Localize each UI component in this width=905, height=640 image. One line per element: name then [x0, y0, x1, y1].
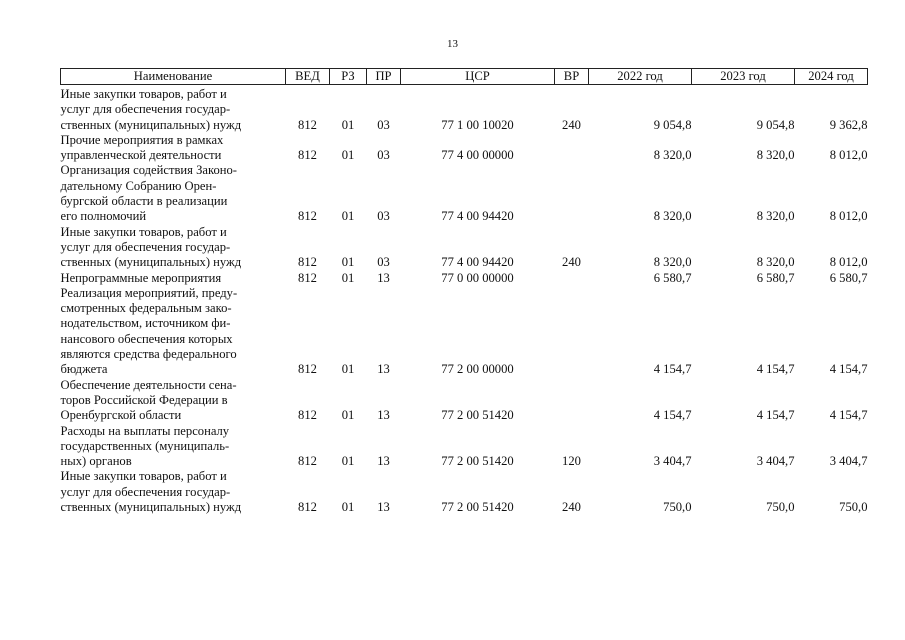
row-name — [61, 469, 286, 515]
rz-cell: 01 — [341, 454, 355, 469]
amount-2024-cell: 750,0 — [839, 500, 868, 515]
rz-cell: 01 — [341, 255, 355, 270]
column-header-rz: РЗ — [330, 69, 367, 85]
rz-cell: 01 — [341, 362, 355, 377]
amount-2024-cell: 8 012,0 — [829, 148, 868, 163]
row-name-line: являются средства федерального — [60, 347, 237, 362]
csr-cell: 77 4 00 94420 — [441, 255, 514, 270]
vr-cell: 240 — [562, 500, 581, 515]
rz-cell: 01 — [341, 408, 355, 423]
ved-cell: 812 — [298, 209, 317, 224]
row-name-line: управленческой деятельности — [60, 148, 222, 163]
row-name-line: нансового обеспечения которых — [60, 331, 233, 346]
row-name-line: услуг для обеспечения государ- — [60, 239, 231, 254]
table-row — [61, 424, 868, 470]
row-name-line: Организация содействия Законо- — [60, 163, 237, 178]
table-row — [61, 271, 868, 286]
table-row — [61, 225, 868, 271]
row-name-line: Расходы на выплаты персоналу — [60, 423, 230, 438]
page-number: 13 — [447, 38, 458, 50]
amount-2022-cell: 3 404,7 — [653, 454, 692, 469]
ved-cell: 812 — [298, 270, 317, 285]
vr-cell — [555, 133, 589, 164]
row-name — [61, 271, 286, 286]
row-name-line: Иные закупки товаров, работ и — [60, 469, 227, 484]
row-name-line: смотренных федеральным зако- — [60, 301, 232, 316]
row-name — [61, 286, 286, 378]
row-name-line: ственных (муниципальных) нужд — [60, 117, 242, 132]
row-name-line: бургской области в реализации — [60, 194, 228, 209]
csr-cell: 77 2 00 51420 — [441, 500, 514, 515]
pr-cell: 13 — [377, 270, 390, 285]
vr-cell — [555, 286, 589, 378]
rz-cell: 01 — [341, 500, 355, 515]
column-header-ved: ВЕД — [286, 69, 330, 85]
amount-2022-cell: 8 320,0 — [653, 209, 692, 224]
amount-2024-cell: 3 404,7 — [829, 454, 868, 469]
amount-2023-cell: 3 404,7 — [756, 454, 795, 469]
column-header-vr: ВР — [555, 69, 589, 85]
row-name-line: услуг для обеспечения государ- — [60, 484, 231, 499]
row-name-line: ственных (муниципальных) нужд — [60, 255, 242, 270]
row-name-line: Непрограммные мероприятия — [60, 270, 222, 285]
csr-cell: 77 1 00 10020 — [441, 117, 514, 132]
row-name-line: ственных (муниципальных) нужд — [60, 500, 242, 515]
rz-cell: 01 — [341, 209, 355, 224]
row-name — [61, 424, 286, 470]
amount-2022-cell: 750,0 — [663, 500, 692, 515]
vr-cell — [555, 271, 589, 286]
amount-2023-cell: 750,0 — [766, 500, 795, 515]
pr-cell: 03 — [377, 255, 390, 270]
row-name — [61, 378, 286, 424]
table-row — [61, 378, 868, 424]
amount-2023-cell: 8 320,0 — [756, 209, 795, 224]
vr-cell: 120 — [562, 454, 581, 469]
row-name-line: нодательством, источником фи- — [60, 316, 231, 331]
row-name-line: Иные закупки товаров, работ и — [60, 224, 227, 239]
column-header-2024: 2024 год — [795, 69, 868, 85]
rz-cell: 01 — [341, 270, 355, 285]
pr-cell: 13 — [377, 408, 390, 423]
row-name-line: Реализация мероприятий, преду- — [60, 285, 238, 300]
amount-2023-cell: 4 154,7 — [756, 362, 795, 377]
pr-cell: 13 — [377, 500, 390, 515]
column-header-2023: 2023 год — [692, 69, 795, 85]
row-name-line: ных) органов — [60, 454, 132, 469]
pr-cell: 13 — [377, 362, 390, 377]
pr-cell: 03 — [377, 117, 390, 132]
row-name-line: бюджета — [60, 362, 108, 377]
csr-cell: 77 4 00 94420 — [441, 209, 514, 224]
table-row — [61, 133, 868, 164]
row-name-line: Прочие мероприятия в рамках — [60, 132, 224, 147]
amount-2024-cell: 8 012,0 — [829, 255, 868, 270]
csr-cell: 77 2 00 51420 — [441, 408, 514, 423]
ved-cell: 812 — [298, 148, 317, 163]
amount-2022-cell: 4 154,7 — [653, 362, 692, 377]
rz-cell: 01 — [341, 117, 355, 132]
row-name-line: Иные закупки товаров, работ и — [60, 87, 227, 101]
amount-2022-cell: 9 054,8 — [653, 117, 692, 132]
amount-2023-cell: 9 054,8 — [756, 117, 795, 132]
pr-cell: 03 — [377, 148, 390, 163]
amount-2022-cell: 8 320,0 — [653, 148, 692, 163]
vr-cell: 240 — [562, 255, 581, 270]
row-name-line: Оренбургской области — [60, 408, 182, 423]
amount-2024-cell: 4 154,7 — [829, 408, 868, 423]
row-name-line: дательному Собранию Орен- — [60, 178, 217, 193]
row-name-line: государственных (муниципаль- — [60, 438, 230, 453]
csr-cell: 77 4 00 00000 — [441, 148, 514, 163]
row-name-line: торов Российской Федерации в — [60, 392, 228, 407]
ved-cell: 812 — [298, 454, 317, 469]
ved-cell: 812 — [298, 500, 317, 515]
row-name — [61, 85, 286, 133]
pr-cell: 03 — [377, 209, 390, 224]
row-name — [61, 163, 286, 224]
table-row — [61, 286, 868, 378]
table-row — [61, 163, 868, 224]
table-row — [61, 85, 868, 133]
amount-2024-cell: 4 154,7 — [829, 362, 868, 377]
ved-cell: 812 — [298, 362, 317, 377]
ved-cell: 812 — [298, 255, 317, 270]
table-body — [61, 85, 868, 516]
amount-2023-cell: 8 320,0 — [756, 255, 795, 270]
column-header-pr: ПР — [367, 69, 401, 85]
pr-cell: 13 — [377, 454, 390, 469]
table-header — [61, 69, 868, 85]
column-header-name: Наименование — [61, 69, 286, 85]
rz-cell: 01 — [341, 148, 355, 163]
vr-cell: 240 — [562, 117, 581, 132]
amount-2024-cell: 6 580,7 — [829, 270, 868, 285]
budget-table — [60, 68, 868, 515]
column-header-csr: ЦСР — [401, 69, 555, 85]
csr-cell: 77 0 00 00000 — [441, 270, 514, 285]
amount-2023-cell: 6 580,7 — [756, 270, 795, 285]
amount-2024-cell: 9 362,8 — [829, 117, 868, 132]
csr-cell: 77 2 00 00000 — [441, 362, 514, 377]
amount-2024-cell: 8 012,0 — [829, 209, 868, 224]
amount-2022-cell: 8 320,0 — [653, 255, 692, 270]
amount-2023-cell: 8 320,0 — [756, 148, 795, 163]
row-name — [61, 225, 286, 271]
ved-cell: 812 — [298, 117, 317, 132]
csr-cell: 77 2 00 51420 — [441, 454, 514, 469]
row-name-line: его полномочий — [60, 209, 147, 224]
row-name-line: Обеспечение деятельности сена- — [60, 377, 237, 392]
column-header-2022: 2022 год — [589, 69, 692, 85]
vr-cell — [555, 378, 589, 424]
table-row — [61, 469, 868, 515]
ved-cell: 812 — [298, 408, 317, 423]
row-name-line: услуг для обеспечения государ- — [60, 102, 231, 117]
row-name — [61, 133, 286, 164]
amount-2022-cell: 6 580,7 — [653, 270, 692, 285]
amount-2023-cell: 4 154,7 — [756, 408, 795, 423]
amount-2022-cell: 4 154,7 — [653, 408, 692, 423]
vr-cell — [555, 163, 589, 224]
